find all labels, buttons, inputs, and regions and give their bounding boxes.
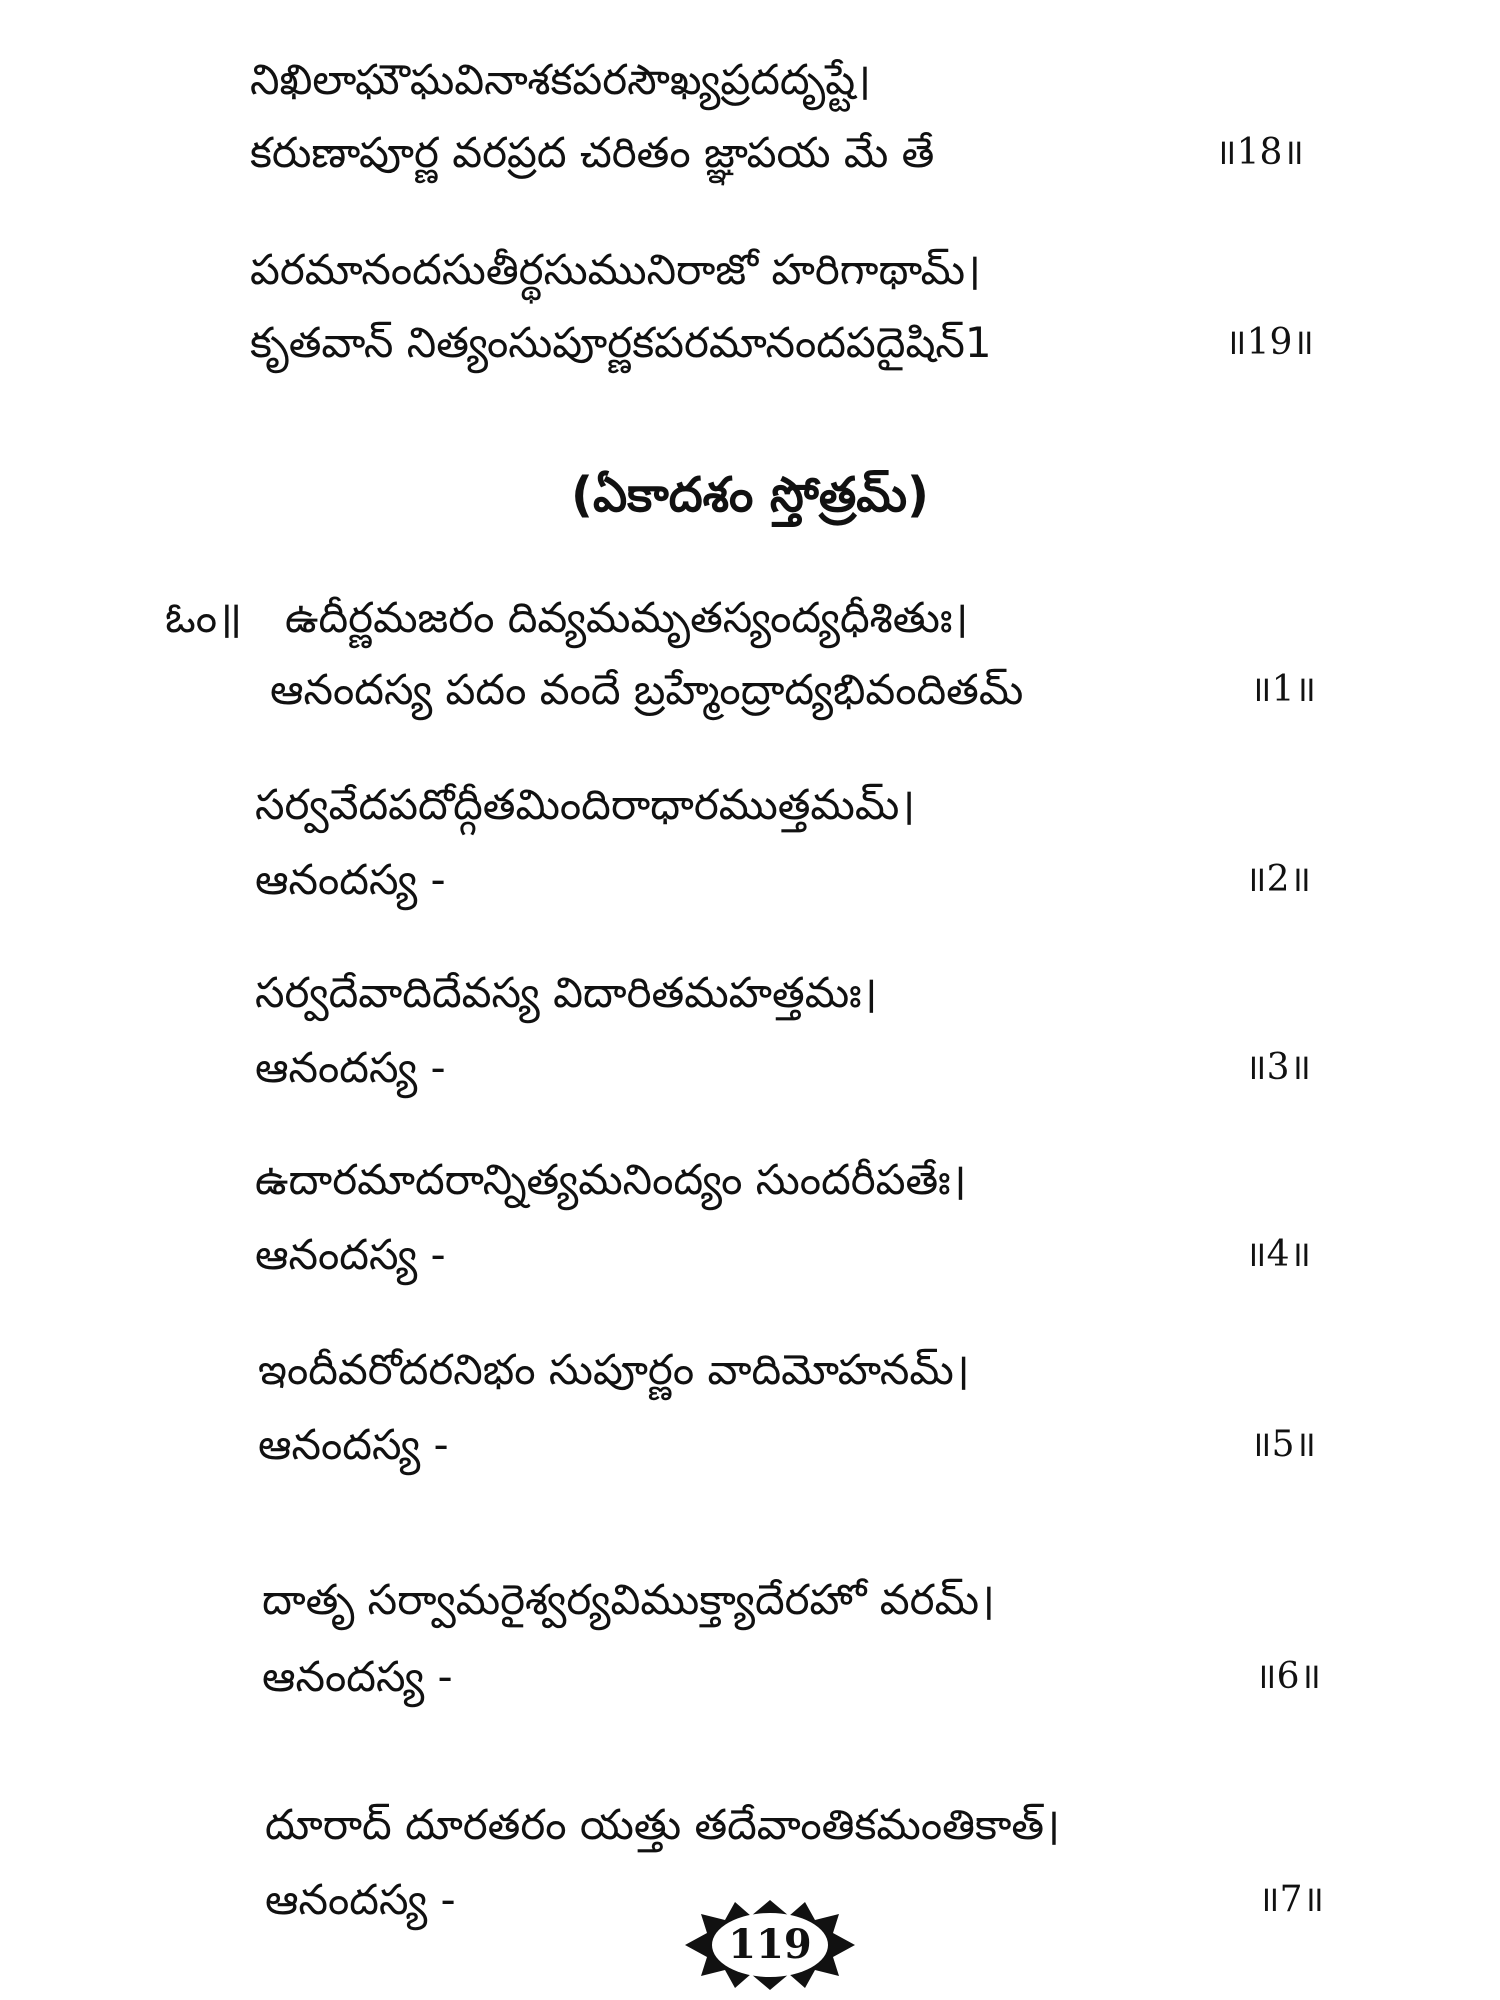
verse-19-line-2: కృతవాన్ నిత్యంసుపూర్ణకపరమానందపదైషిన్1 [250,318,992,367]
verse-6-number: ॥6॥ [1255,1656,1322,1697]
verse-2-line-1: సర్వవేదపదోద్గీతమిందిరాధారముత్తమమ్। [255,780,916,829]
verse-4-line-1: ఉదారమాదరాన్నిత్యమనింద్యం సుందరీపతేః। [255,1155,967,1204]
om-marker: ఓం॥ [165,593,243,642]
verse-4-line-2: ఆనందస్య - [255,1230,446,1279]
verse-1-line-1: ఉదీర్ణమజరం దివ్యమమృతస్యంద్యధీశితుః। [285,593,969,642]
verse-1-line-2: ఆనందస్య పదం వందే బ్రహ్మేంద్రాద్యభివందితమ్ [270,665,1024,714]
verse-19-number: ॥19॥ [1225,322,1314,363]
verse-3-line-2: ఆనందస్య - [255,1043,446,1092]
verse-18-line-1: నిఖిలాఘౌఘవినాశకపరసౌఖ్యప్రదదృష్టే। [250,55,872,104]
verse-7-line-1: దూరాద్ దూరతరం యత్తు తదేవాంతికమంతికాత్। [265,1800,1061,1849]
verse-1-number: ॥1॥ [1250,669,1317,710]
verse-18-number: ॥18॥ [1215,132,1304,173]
page-number-badge [685,1900,855,1990]
verse-2-line-2: ఆనందస్య - [255,855,446,904]
verse-7-line-2: ఆనందస్య - [265,1875,456,1924]
verse-3-number: ॥3॥ [1245,1047,1312,1088]
verse-4-number: ॥4॥ [1245,1234,1312,1275]
verse-18-line-2: కరుణాపూర్ణ వరప్రద చరితం జ్ఞాపయ మే తే [250,128,935,177]
page-number: 119 [728,1921,812,1968]
verse-7-number: ॥7॥ [1258,1879,1325,1920]
verse-6-line-1: దాతృ సర్వామరైశ్వర్యవిముక్త్యాదేరహో వరమ్। [262,1575,995,1624]
verse-5-number: ॥5॥ [1250,1424,1317,1465]
verse-5-line-2: ఆనందస్య - [258,1420,449,1469]
verse-19-line-1: పరమానందసుతీర్థసుమునిరాజో హరిగాథామ్। [250,245,981,294]
verse-2-number: ॥2॥ [1245,859,1312,900]
section-title: (ఏకాదశం స్తోత్రమ్) [571,467,929,523]
verse-3-line-1: సర్వదేవాదిదేవస్య విదారితమహత్తమః। [255,968,878,1017]
verse-6-line-2: ఆనందస్య - [262,1652,453,1701]
verse-5-line-1: ఇందీవరోదరనిభం సుపూర్ణం వాదిమోహనమ్। [258,1345,970,1394]
